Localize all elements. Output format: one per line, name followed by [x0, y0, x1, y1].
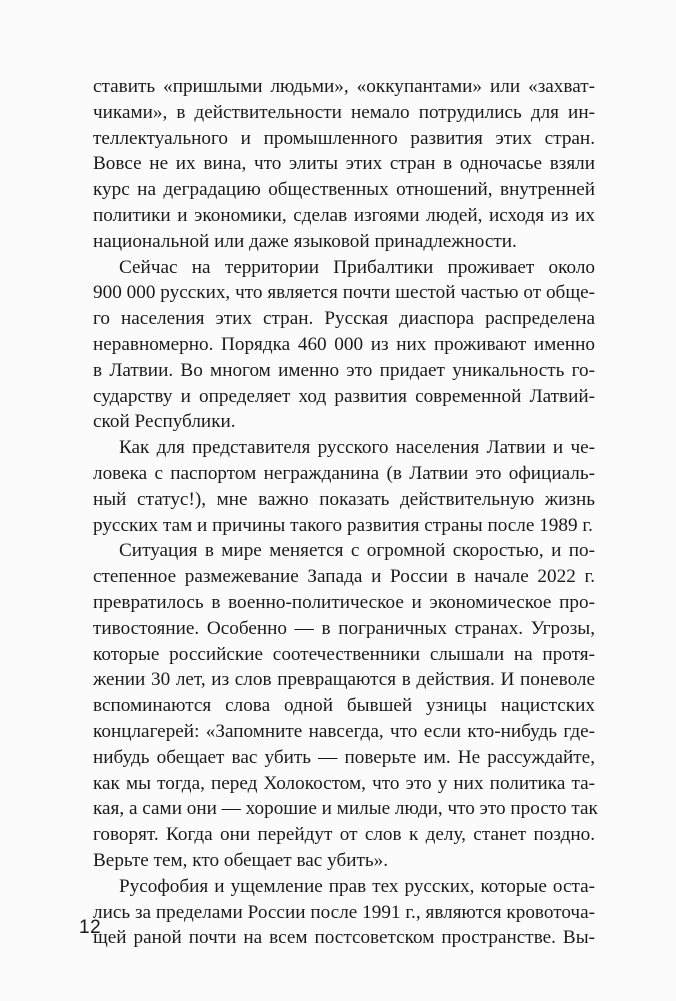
text-line: кая, а сами они — хорошие и милые люди, что это просто так	[93, 798, 598, 820]
body-text	[93, 74, 598, 951]
text-line: Вовсе не их вина, что элиты этих стран в одночасье взяли	[93, 153, 595, 175]
text-line: Верьте тем, кто обещает вас убить».	[93, 849, 388, 871]
text-line: ловека с паспортом негражданина (в Латвии это официаль-	[93, 462, 595, 484]
text-line: национальной или даже языковой принадлежности.	[93, 230, 517, 252]
text-line: нибудь обещает вас убить — поверьте им. Не рассуждайте,	[93, 746, 595, 768]
text-line: курс на деградацию общественных отношений, внутренней	[93, 179, 595, 201]
paragraph-2	[93, 255, 595, 436]
text-line: степенное размежевание Запада и России в начале 2022 г.	[93, 566, 595, 588]
text-line: Ситуация в мире меняется с огромной скоростью, и по-	[119, 540, 595, 562]
text-line: Сейчас на территории Прибалтики проживает около	[119, 256, 595, 278]
text-line: превратилось в военно-политическое и экономическое про-	[93, 591, 595, 613]
text-line: 900 000 русских, что является почти шестой частью от обще-	[93, 282, 595, 304]
text-line: лись за пределами России после 1991 г., являются кровоточа-	[93, 901, 595, 923]
text-line: которые российские соотечественники слышали на протя-	[93, 643, 595, 665]
text-line: как мы тогда, перед Холокостом, что это у них политика та-	[93, 772, 595, 794]
text-line: ставить «пришлыми людьми», «оккупантами» или «захват-	[93, 76, 595, 97]
text-line: сударству и определяет ход развития современной Латвий-	[93, 385, 595, 407]
text-line: вспоминаются слова одной бывшей узницы нацистских	[93, 695, 595, 717]
text-line: жении 30 лет, из слов превращаются в действия. И поневоле	[93, 669, 595, 691]
text-line: щей раной почти на всем постсоветском пространстве. Вы-	[93, 927, 595, 949]
text-line: Как для представителя русского населения Латвии и че-	[119, 437, 595, 459]
text-line: неравномерно. Порядка 460 000 из них проживают именно	[93, 333, 595, 355]
text-line: чиками», в действительности немало потрудились для ин-	[93, 101, 595, 123]
text-line: ской Республики.	[93, 411, 236, 433]
text-line: концлагерей: «Запомните навсегда, что если кто-нибудь где-	[93, 720, 595, 742]
text-line: го населения этих стран. Русская диаспора распределена	[93, 308, 595, 330]
paragraph-5	[93, 874, 595, 951]
paragraph-3	[93, 435, 595, 538]
text-line: теллектуального и промышленного развития этих стран.	[93, 127, 595, 149]
text-line: тивостояние. Особенно — в пограничных странах. Угрозы,	[93, 617, 595, 639]
page-number: 12	[79, 917, 102, 938]
paragraph-1	[93, 74, 595, 255]
text-line: Русофобия и ущемление прав тех русских, которые оста-	[119, 875, 595, 897]
text-line: политики и экономики, сделав изгоями людей, исходя из их	[93, 204, 595, 226]
paragraph-4	[93, 538, 598, 873]
text-line: в Латвии. Во многом именно это придает уникальность го-	[93, 359, 595, 381]
text-line: ный статус!), мне важно показать действительную жизнь	[93, 488, 595, 510]
text-line: говорят. Когда они перейдут от слов к делу, станет поздно.	[93, 824, 595, 846]
text-line: русских там и причины такого развития страны после 1989 г.	[93, 514, 593, 536]
